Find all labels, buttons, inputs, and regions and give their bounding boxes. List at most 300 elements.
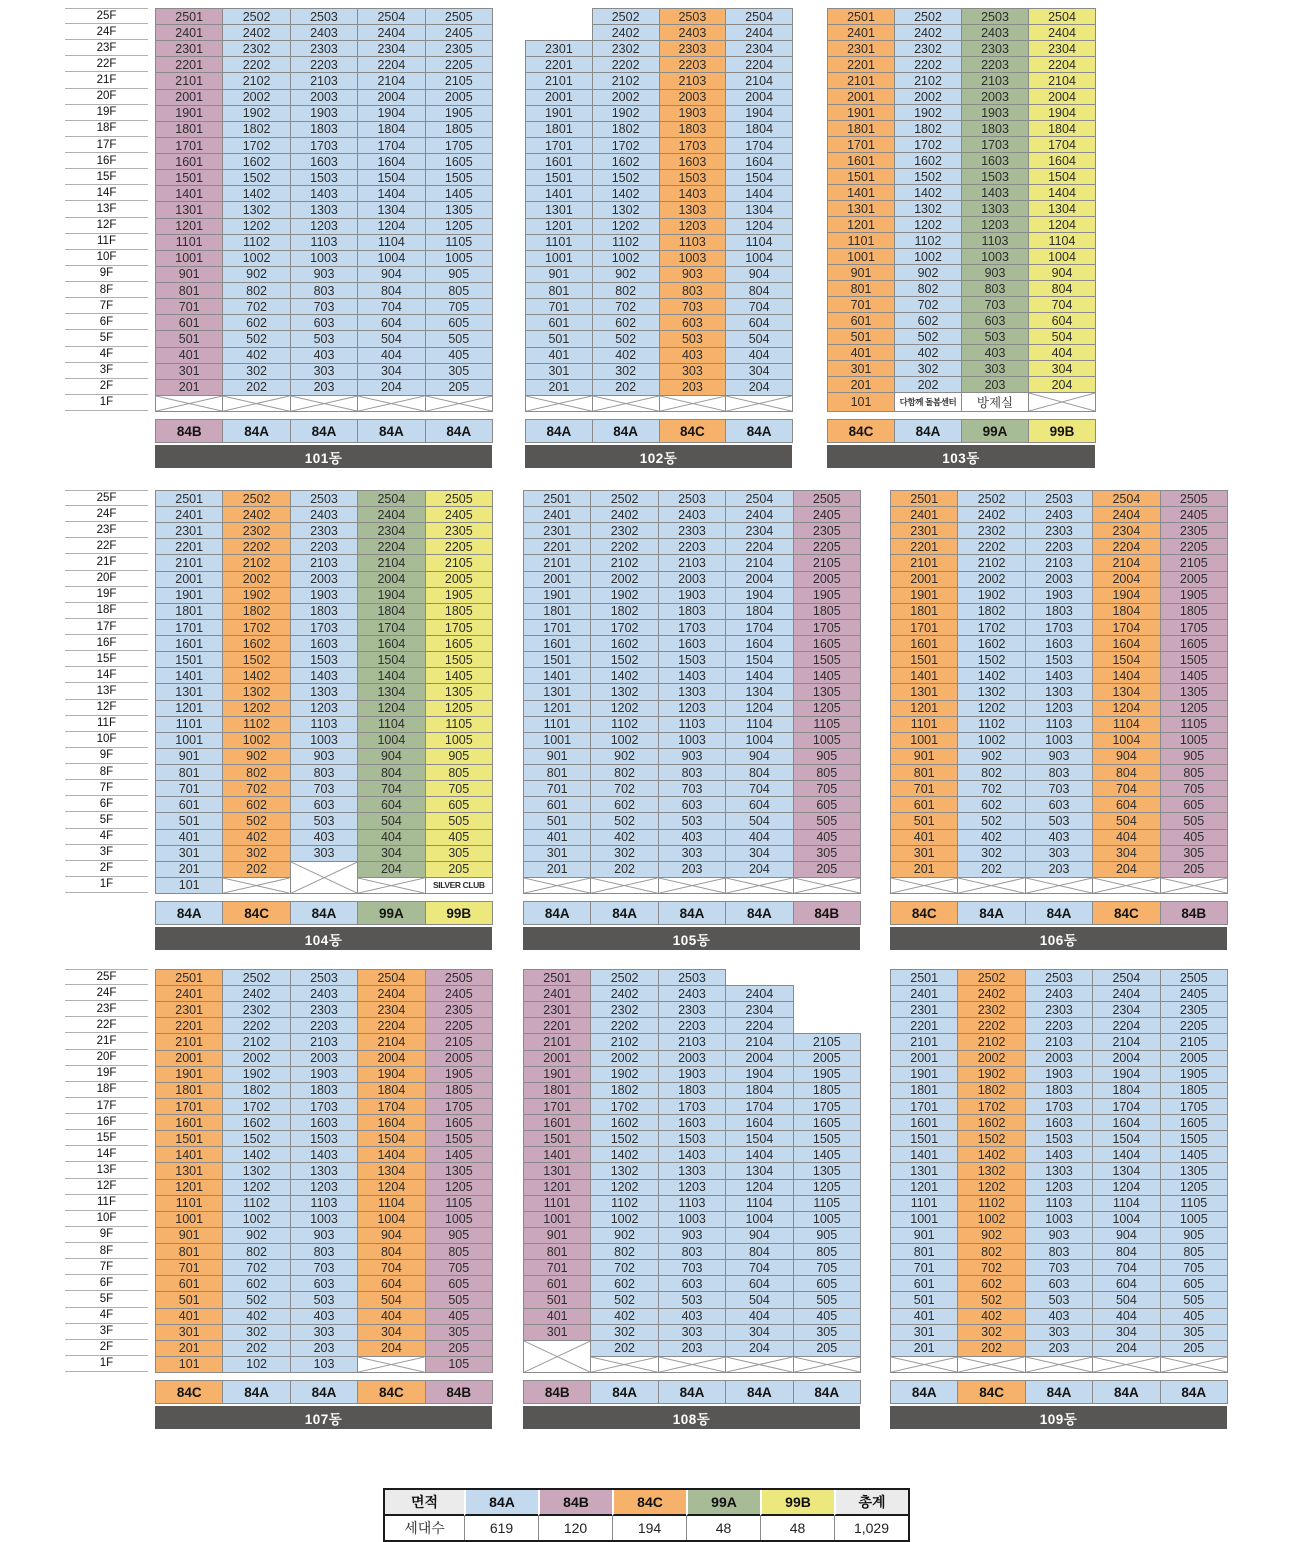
unit-cell: 2503 xyxy=(961,8,1029,25)
unit-cell: 501 xyxy=(525,330,593,347)
unit-grid xyxy=(890,490,1227,893)
unit-cell: 304 xyxy=(725,1324,793,1341)
unit-cell: 1201 xyxy=(827,216,895,233)
unit-cell: 705 xyxy=(425,298,493,315)
unit-cell: 1402 xyxy=(222,1146,290,1163)
unit-cell: 605 xyxy=(1160,796,1228,813)
floor-label: 10F xyxy=(65,732,148,748)
unit-cell: 901 xyxy=(890,748,958,765)
unit-cell: 1501 xyxy=(523,651,591,668)
unit-cell: 2001 xyxy=(890,1050,958,1067)
unit-cell: 1701 xyxy=(155,1098,223,1115)
unit-cell: 2304 xyxy=(1092,1001,1160,1018)
unit-cell: 703 xyxy=(290,780,358,797)
unit-cell: 2204 xyxy=(1028,56,1096,73)
unit-cell: 1702 xyxy=(957,619,1025,636)
empty-crossed-cell xyxy=(525,395,593,412)
unit-cell: 1805 xyxy=(425,1082,493,1099)
type-row xyxy=(827,419,1095,443)
unit-cell: 2303 xyxy=(961,40,1029,57)
empty-crossed-cell xyxy=(957,1356,1025,1373)
unit-cell: 401 xyxy=(525,347,593,364)
unit-cell: 903 xyxy=(290,1227,358,1244)
unit-cell: 203 xyxy=(961,376,1029,393)
unit-cell: 1502 xyxy=(592,169,660,186)
unit-cell: 603 xyxy=(1025,1275,1093,1292)
unit-cell: 204 xyxy=(1092,861,1160,878)
unit-cell: 901 xyxy=(155,748,223,765)
unit-cell: 1604 xyxy=(1092,635,1160,652)
unit-cell: 403 xyxy=(961,344,1029,361)
empty-crossed-cell xyxy=(658,1356,726,1373)
summary-header: 99A xyxy=(686,1490,760,1516)
unit-cell: 1402 xyxy=(222,667,290,684)
unit-cell: 2405 xyxy=(425,506,493,523)
unit-cell: 505 xyxy=(793,1291,861,1308)
unit-cell: 503 xyxy=(1025,812,1093,829)
unit-cell: 1703 xyxy=(961,136,1029,153)
unit-cell: 1205 xyxy=(425,1179,493,1196)
unit-cell: 1202 xyxy=(222,218,290,235)
unit-cell: 1705 xyxy=(793,1098,861,1115)
unit-cell: 801 xyxy=(155,282,223,299)
unit-cell: 1601 xyxy=(155,153,223,170)
unit-cell: 1203 xyxy=(1025,1179,1093,1196)
unit-cell: 1004 xyxy=(725,250,793,267)
unit-cell: 2201 xyxy=(890,538,958,555)
building-106 xyxy=(890,490,1227,950)
unit-cell: 501 xyxy=(523,1291,591,1308)
unit-cell: 804 xyxy=(1092,764,1160,781)
unit-cell: 303 xyxy=(658,1324,726,1341)
type-cell: 99B xyxy=(1028,419,1096,443)
unit-cell: 505 xyxy=(425,1291,493,1308)
unit-cell: 403 xyxy=(290,1308,358,1325)
unit-cell: 704 xyxy=(357,780,425,797)
unit-cell: 1501 xyxy=(890,1130,958,1147)
unit-cell: 602 xyxy=(590,796,658,813)
unit-grid xyxy=(523,969,860,1372)
building-label: 102동 xyxy=(525,445,792,468)
floor-label: 16F xyxy=(65,153,148,169)
unit-cell: 603 xyxy=(290,314,358,331)
unit-cell: 601 xyxy=(155,796,223,813)
unit-cell: 2302 xyxy=(222,1001,290,1018)
unit-cell: 202 xyxy=(590,861,658,878)
type-cell: 84A xyxy=(357,419,425,443)
unit-cell: 2303 xyxy=(659,40,727,57)
unit-cell: 1503 xyxy=(290,169,358,186)
unit-cell: 503 xyxy=(658,1291,726,1308)
type-cell: 84A xyxy=(890,1380,958,1404)
unit-cell: 203 xyxy=(1025,861,1093,878)
facility-cell: 방제실 xyxy=(961,392,1029,412)
unit-cell: 701 xyxy=(155,780,223,797)
unit-cell: 304 xyxy=(725,845,793,862)
unit-cell: 201 xyxy=(155,1340,223,1357)
empty-crossed-cell xyxy=(658,877,726,894)
unit-cell: 801 xyxy=(155,764,223,781)
unit-cell: 703 xyxy=(961,296,1029,313)
type-row xyxy=(155,1380,492,1404)
type-cell: 84A xyxy=(290,1380,358,1404)
unit-cell: 202 xyxy=(592,379,660,396)
floor-label: 24F xyxy=(65,24,148,40)
unit-cell: 1604 xyxy=(1028,152,1096,169)
unit-cell: 502 xyxy=(222,812,290,829)
facility-cell: SILVER CLUB xyxy=(425,877,493,894)
unit-cell: 202 xyxy=(222,1340,290,1357)
type-cell: 84A xyxy=(290,419,358,443)
unit-cell: 2201 xyxy=(525,56,593,73)
unit-cell: 1405 xyxy=(1160,1146,1228,1163)
unit-cell: 705 xyxy=(425,1259,493,1276)
unit-cell: 2103 xyxy=(1025,554,1093,571)
unit-cell: 205 xyxy=(425,861,493,878)
unit-cell: 2501 xyxy=(155,969,223,986)
unit-cell: 205 xyxy=(1160,861,1228,878)
unit-cell: 503 xyxy=(290,1291,358,1308)
unit-cell: 2101 xyxy=(525,72,593,89)
unit-cell: 1401 xyxy=(890,667,958,684)
unit-cell: 205 xyxy=(425,379,493,396)
unit-cell: 301 xyxy=(523,1324,591,1341)
unit-cell: 2401 xyxy=(890,506,958,523)
unit-cell: 1404 xyxy=(357,185,425,202)
unit-cell: 1401 xyxy=(523,1146,591,1163)
unit-cell: 502 xyxy=(592,330,660,347)
unit-cell: 201 xyxy=(890,861,958,878)
unit-cell: 1501 xyxy=(155,1130,223,1147)
floor-label: 11F xyxy=(65,1195,148,1211)
unit-cell: 705 xyxy=(1160,780,1228,797)
unit-cell: 1602 xyxy=(590,1114,658,1131)
unit-cell: 1901 xyxy=(890,1066,958,1083)
unit-cell: 1901 xyxy=(155,587,223,604)
unit-cell: 1504 xyxy=(1028,168,1096,185)
unit-cell: 2202 xyxy=(957,1017,1025,1034)
unit-cell: 401 xyxy=(523,829,591,846)
empty-crossed-cell xyxy=(1160,1356,1228,1373)
unit-cell: 1602 xyxy=(957,635,1025,652)
unit-cell: 1905 xyxy=(793,1066,861,1083)
unit-grid xyxy=(827,8,1095,411)
unit-cell: 2003 xyxy=(658,571,726,588)
unit-cell: 1301 xyxy=(525,201,593,218)
floor-label: 5F xyxy=(65,812,148,828)
unit-cell: 803 xyxy=(658,1243,726,1260)
floor-label: 8F xyxy=(65,764,148,780)
unit-cell: 1604 xyxy=(357,153,425,170)
floor-label: 2F xyxy=(65,379,148,395)
unit-cell: 1203 xyxy=(290,218,358,235)
unit-cell: 505 xyxy=(425,812,493,829)
unit-cell: 2202 xyxy=(590,1017,658,1034)
unit-cell: 2203 xyxy=(1025,538,1093,555)
unit-cell: 1004 xyxy=(725,1211,793,1228)
unit-cell: 1702 xyxy=(592,137,660,154)
unit-cell: 2002 xyxy=(592,89,660,106)
floor-label: 1F xyxy=(65,1356,148,1372)
unit-cell: 904 xyxy=(1092,1227,1160,1244)
unit-cell: 701 xyxy=(890,1259,958,1276)
unit-cell: 601 xyxy=(155,314,223,331)
unit-cell: 1704 xyxy=(1092,619,1160,636)
floor-label: 23F xyxy=(65,1001,148,1017)
floor-label: 18F xyxy=(65,1082,148,1098)
unit-cell: 1103 xyxy=(290,1195,358,1212)
unit-cell: 205 xyxy=(425,1340,493,1357)
unit-cell: 2103 xyxy=(1025,1033,1093,1050)
floor-label: 19F xyxy=(65,587,148,603)
unit-cell: 2302 xyxy=(222,40,290,57)
unit-cell: 604 xyxy=(725,1275,793,1292)
unit-cell: 1402 xyxy=(957,667,1025,684)
unit-cell: 505 xyxy=(425,330,493,347)
floor-label: 5F xyxy=(65,330,148,346)
unit-cell: 802 xyxy=(957,764,1025,781)
unit-cell: 2501 xyxy=(523,969,591,986)
unit-cell: 701 xyxy=(525,298,593,315)
building-label: 104동 xyxy=(155,927,492,950)
unit-cell: 1703 xyxy=(658,1098,726,1115)
unit-cell: 2005 xyxy=(1160,571,1228,588)
unit-cell: 2301 xyxy=(827,40,895,57)
type-row xyxy=(890,1380,1227,1404)
unit-cell: 1701 xyxy=(525,137,593,154)
unit-cell: 902 xyxy=(590,1227,658,1244)
type-cell: 84A xyxy=(725,1380,793,1404)
unit-cell: 1102 xyxy=(957,716,1025,733)
unit-cell: 2402 xyxy=(957,985,1025,1002)
unit-cell: 1801 xyxy=(890,603,958,620)
unit-cell: 1605 xyxy=(793,635,861,652)
unit-cell: 1904 xyxy=(725,1066,793,1083)
unit-cell: 2003 xyxy=(659,89,727,106)
unit-cell: 203 xyxy=(658,1340,726,1357)
unit-cell: 2504 xyxy=(725,490,793,507)
unit-cell: 802 xyxy=(590,1243,658,1260)
unit-cell: 1903 xyxy=(961,104,1029,121)
empty-crossed-cell xyxy=(590,1356,658,1373)
unit-cell: 902 xyxy=(222,1227,290,1244)
unit-cell: 1105 xyxy=(1160,716,1228,733)
unit-cell: 1001 xyxy=(827,248,895,265)
unit-cell: 2505 xyxy=(793,490,861,507)
unit-cell: 1805 xyxy=(793,603,861,620)
unit-cell: 2101 xyxy=(523,554,591,571)
unit-cell: 1505 xyxy=(425,1130,493,1147)
unit-cell: 1204 xyxy=(357,700,425,717)
unit-cell: 805 xyxy=(425,282,493,299)
unit-cell: 401 xyxy=(155,829,223,846)
floor-label: 13F xyxy=(65,201,148,217)
unit-cell: 201 xyxy=(155,861,223,878)
unit-cell: 702 xyxy=(222,298,290,315)
unit-cell: 2101 xyxy=(155,72,223,89)
unit-cell: 2005 xyxy=(1160,1050,1228,1067)
unit-cell: 801 xyxy=(523,1243,591,1260)
unit-cell: 1602 xyxy=(222,1114,290,1131)
unit-cell: 602 xyxy=(957,1275,1025,1292)
unit-cell: 2201 xyxy=(155,1017,223,1034)
unit-cell: 1004 xyxy=(357,250,425,267)
unit-cell: 1901 xyxy=(827,104,895,121)
unit-cell: 302 xyxy=(222,363,290,380)
unit-cell: 1505 xyxy=(793,1130,861,1147)
unit-cell: 1001 xyxy=(890,732,958,749)
unit-cell: 2103 xyxy=(658,1033,726,1050)
unit-cell: 1503 xyxy=(1025,651,1093,668)
unit-cell: 2403 xyxy=(659,24,727,41)
unit-cell: 703 xyxy=(659,298,727,315)
unit-cell: 2202 xyxy=(592,56,660,73)
unit-cell: 2303 xyxy=(1025,1001,1093,1018)
unit-cell: 1501 xyxy=(525,169,593,186)
floor-label: 4F xyxy=(65,347,148,363)
unit-cell: 203 xyxy=(659,379,727,396)
unit-cell: 905 xyxy=(1160,748,1228,765)
unit-cell: 2302 xyxy=(894,40,962,57)
floor-label: 3F xyxy=(65,363,148,379)
unit-cell: 1104 xyxy=(1092,716,1160,733)
unit-cell: 1703 xyxy=(290,619,358,636)
unit-cell: 1903 xyxy=(1025,587,1093,604)
unit-cell: 1402 xyxy=(957,1146,1025,1163)
unit-cell: 2502 xyxy=(957,969,1025,986)
empty-crossed-cell xyxy=(290,861,358,894)
unit-cell: 902 xyxy=(222,266,290,283)
unit-cell: 1804 xyxy=(725,1082,793,1099)
unit-cell: 502 xyxy=(957,812,1025,829)
unit-cell: 1302 xyxy=(222,201,290,218)
unit-cell: 1604 xyxy=(725,153,793,170)
unit-cell: 205 xyxy=(1160,1340,1228,1357)
unit-cell: 1504 xyxy=(357,169,425,186)
unit-cell: 1403 xyxy=(1025,1146,1093,1163)
unit-cell: 2501 xyxy=(155,490,223,507)
type-cell: 84A xyxy=(523,901,591,925)
unit-cell: 505 xyxy=(1160,1291,1228,1308)
unit-cell: 1004 xyxy=(357,732,425,749)
unit-cell: 1204 xyxy=(357,1179,425,1196)
unit-cell: 1503 xyxy=(658,651,726,668)
unit-cell: 2003 xyxy=(290,571,358,588)
unit-cell: 1404 xyxy=(725,185,793,202)
unit-cell: 2002 xyxy=(590,571,658,588)
unit-cell: 1705 xyxy=(425,137,493,154)
unit-cell: 2502 xyxy=(957,490,1025,507)
unit-cell: 1004 xyxy=(1028,248,1096,265)
floor-label: 12F xyxy=(65,218,148,234)
floor-label: 2F xyxy=(65,1340,148,1356)
unit-cell: 301 xyxy=(890,845,958,862)
unit-cell: 2205 xyxy=(1160,538,1228,555)
unit-cell: 602 xyxy=(222,314,290,331)
unit-cell: 803 xyxy=(961,280,1029,297)
unit-cell: 1603 xyxy=(658,635,726,652)
unit-cell: 1705 xyxy=(425,619,493,636)
unit-cell: 1702 xyxy=(590,619,658,636)
unit-cell: 1902 xyxy=(957,587,1025,604)
unit-cell: 904 xyxy=(357,266,425,283)
unit-cell: 904 xyxy=(725,748,793,765)
unit-cell: 1601 xyxy=(890,1114,958,1131)
unit-cell: 1702 xyxy=(957,1098,1025,1115)
unit-cell: 901 xyxy=(890,1227,958,1244)
unit-cell: 2403 xyxy=(1025,985,1093,1002)
unit-cell: 2004 xyxy=(357,1050,425,1067)
unit-cell: 1205 xyxy=(1160,700,1228,717)
unit-cell: 303 xyxy=(290,1324,358,1341)
unit-cell: 803 xyxy=(658,764,726,781)
unit-cell: 301 xyxy=(523,845,591,862)
unit-cell: 403 xyxy=(290,347,358,364)
unit-cell: 1302 xyxy=(957,683,1025,700)
floor-label: 21F xyxy=(65,72,148,88)
unit-cell: 2401 xyxy=(155,506,223,523)
unit-cell: 1205 xyxy=(425,218,493,235)
unit-cell: 2305 xyxy=(425,40,493,57)
unit-cell: 1704 xyxy=(357,137,425,154)
unit-cell: 2004 xyxy=(1092,571,1160,588)
unit-cell: 2305 xyxy=(1160,1001,1228,1018)
unit-cell: 1804 xyxy=(357,1082,425,1099)
unit-cell: 602 xyxy=(590,1275,658,1292)
unit-cell: 301 xyxy=(827,360,895,377)
unit-cell: 1602 xyxy=(894,152,962,169)
unit-cell: 801 xyxy=(890,1243,958,1260)
unit-cell: 302 xyxy=(222,1324,290,1341)
unit-cell: 1304 xyxy=(357,201,425,218)
unit-cell: 1603 xyxy=(961,152,1029,169)
unit-cell: 1401 xyxy=(525,185,593,202)
unit-cell: 602 xyxy=(222,796,290,813)
unit-cell: 2104 xyxy=(357,1033,425,1050)
unit-cell: 2004 xyxy=(725,571,793,588)
unit-cell: 2501 xyxy=(890,490,958,507)
unit-cell: 403 xyxy=(658,829,726,846)
unit-cell: 1604 xyxy=(357,1114,425,1131)
unit-cell: 2101 xyxy=(827,72,895,89)
empty-crossed-cell xyxy=(590,877,658,894)
unit-cell: 2101 xyxy=(890,554,958,571)
unit-cell: 1703 xyxy=(290,1098,358,1115)
unit-cell: 1101 xyxy=(523,1195,591,1212)
unit-cell: 1903 xyxy=(658,1066,726,1083)
unit-cell: 1802 xyxy=(222,121,290,138)
unit-grid xyxy=(890,969,1227,1372)
unit-cell: 1402 xyxy=(590,667,658,684)
unit-cell: 1705 xyxy=(425,1098,493,1115)
floor-label: 12F xyxy=(65,1179,148,1195)
unit-cell: 2404 xyxy=(1028,24,1096,41)
unit-cell: 1702 xyxy=(222,619,290,636)
unit-cell: 202 xyxy=(957,861,1025,878)
floor-label: 7F xyxy=(65,780,148,796)
unit-cell: 2104 xyxy=(725,72,793,89)
unit-cell: 1702 xyxy=(222,137,290,154)
type-cell: 84A xyxy=(592,419,660,443)
building-label: 101동 xyxy=(155,445,492,468)
floor-label: 14F xyxy=(65,1146,148,1162)
unit-cell: 1005 xyxy=(425,732,493,749)
unit-cell: 1503 xyxy=(658,1130,726,1147)
unit-cell: 903 xyxy=(1025,1227,1093,1244)
unit-cell: 2304 xyxy=(357,1001,425,1018)
empty-crossed-cell xyxy=(1092,1356,1160,1373)
unit-cell: 1002 xyxy=(222,1211,290,1228)
